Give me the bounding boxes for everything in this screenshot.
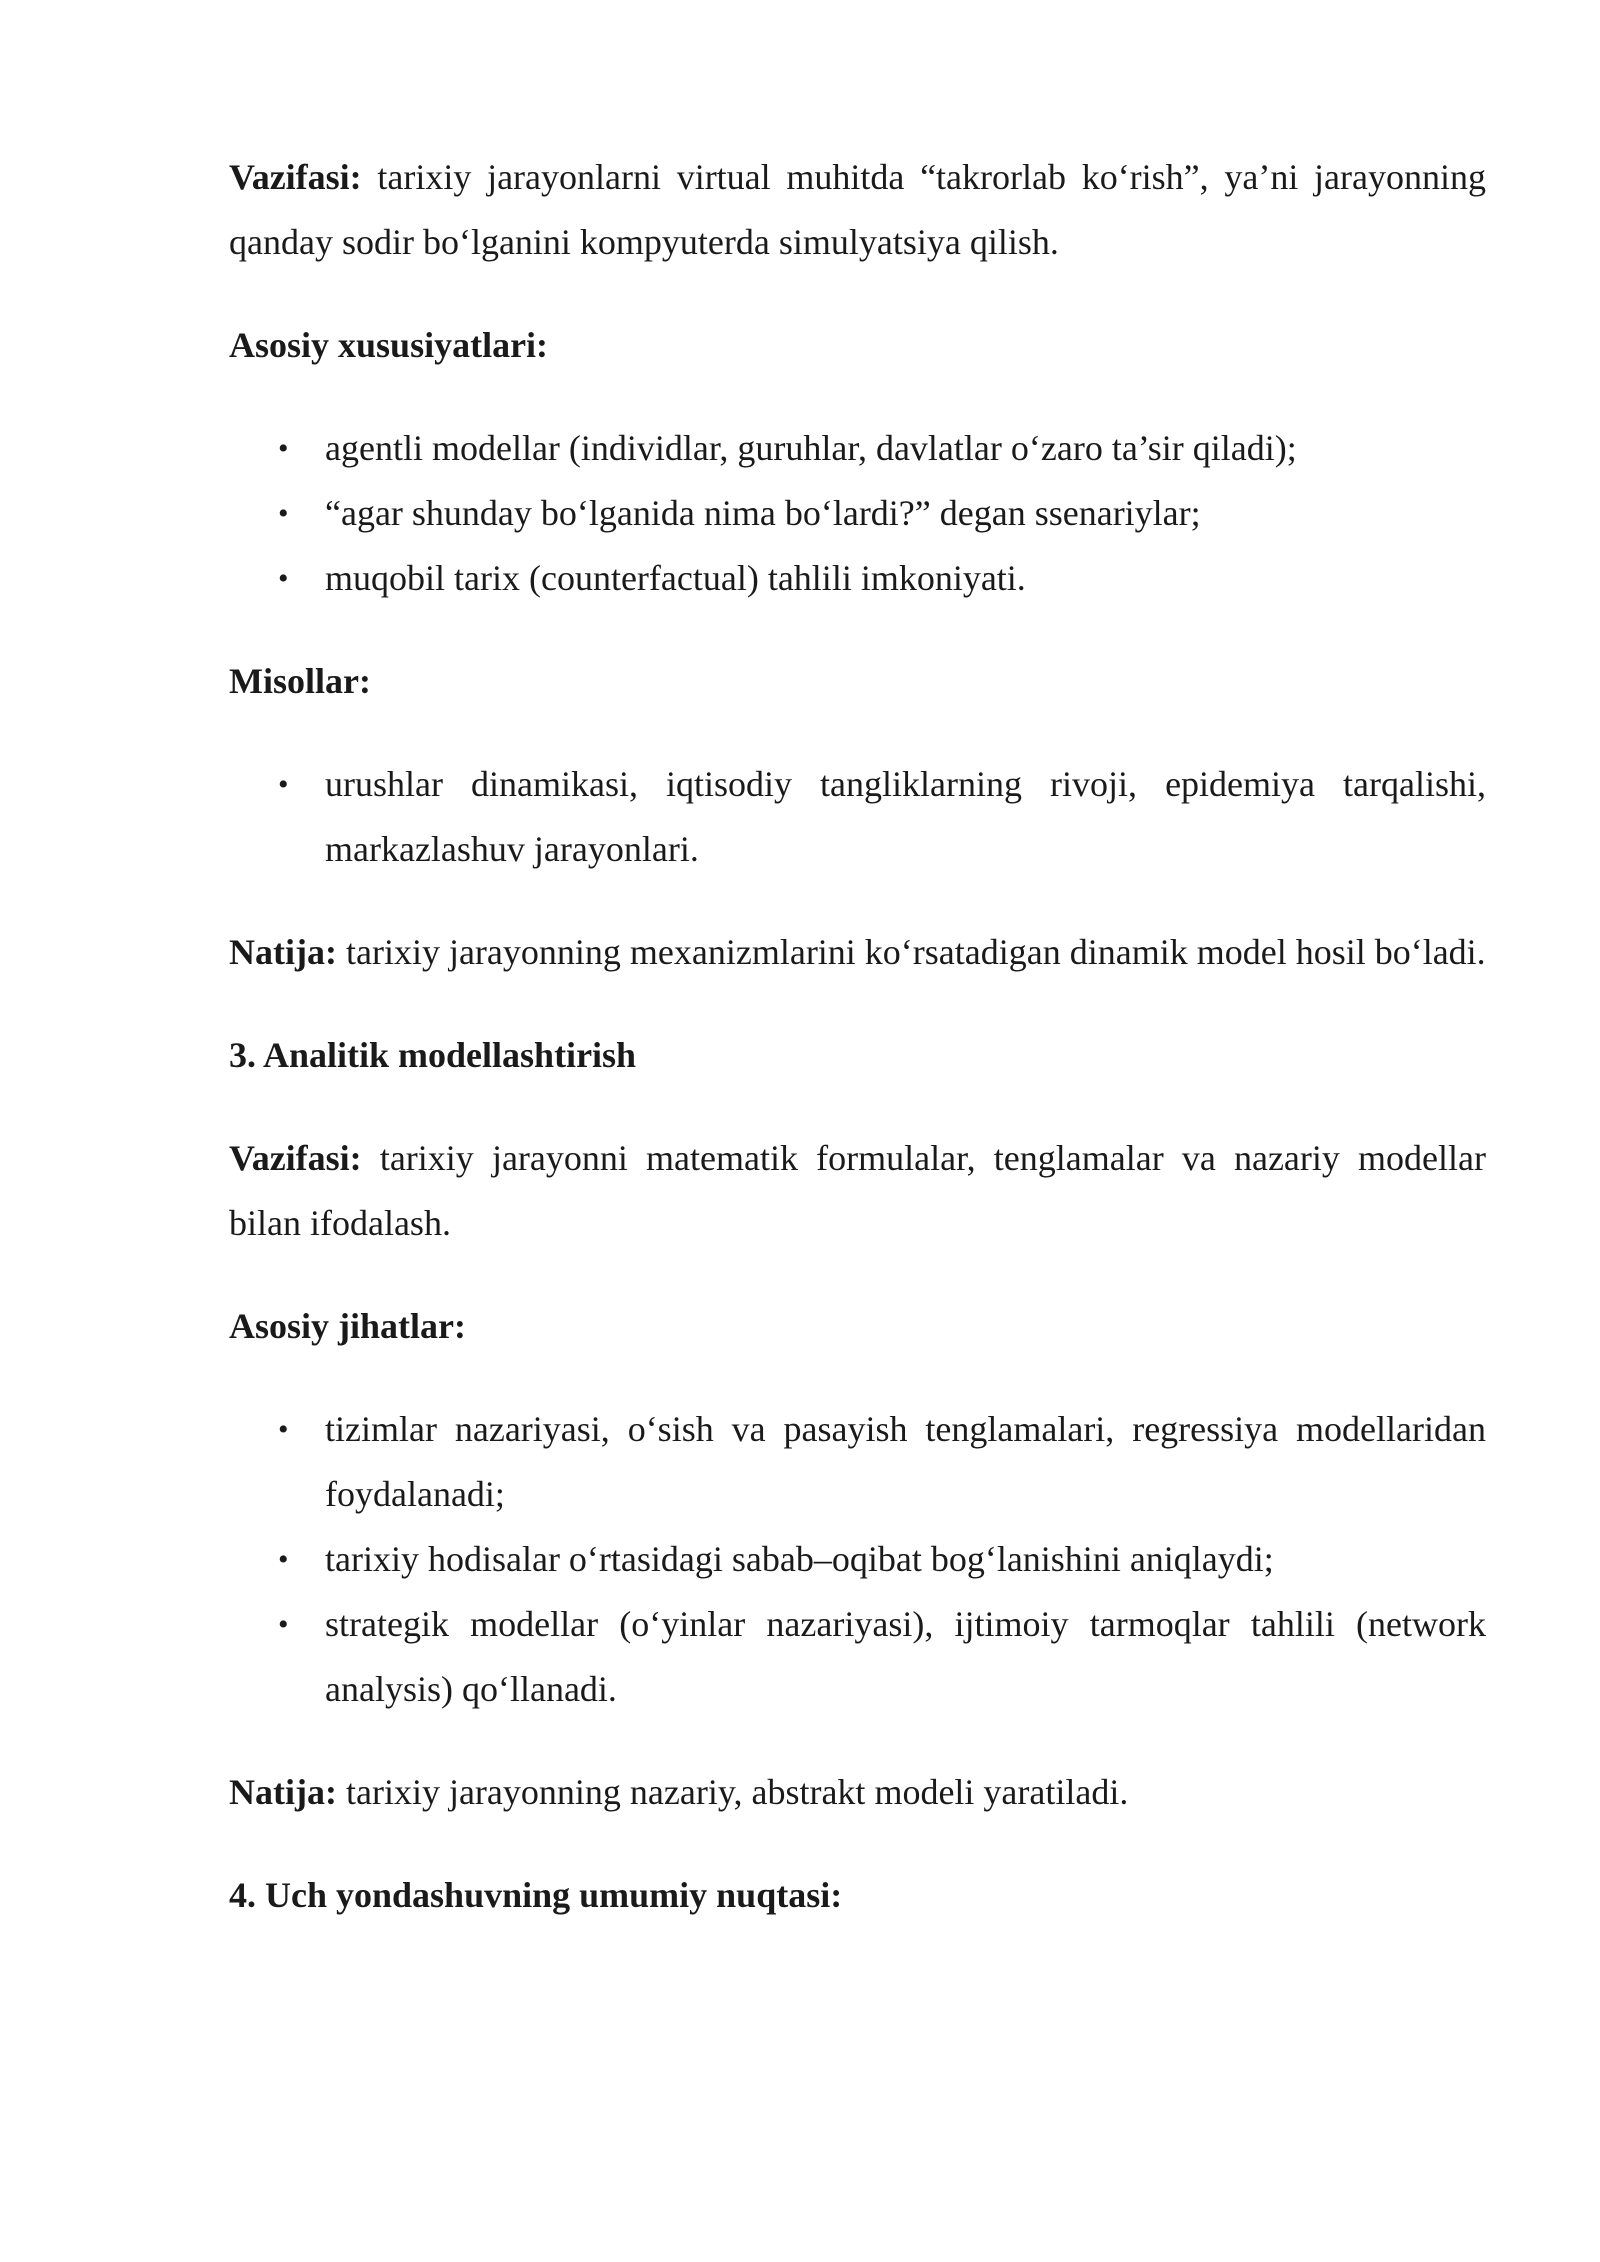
list-item [229, 481, 1486, 546]
task-label: Vazifasi: [229, 157, 362, 197]
list-item-text: muqobil tarix (counterfactual) tahlili imkoniyati. [325, 558, 1026, 598]
list-item [229, 416, 1486, 481]
features-list [229, 416, 1486, 611]
list-item [229, 1397, 1486, 1527]
list-item [229, 752, 1486, 882]
examples-list [229, 752, 1486, 882]
list-item [229, 546, 1486, 611]
bullet-icon: • [278, 1413, 289, 1446]
bullet-icon: • [278, 1608, 289, 1641]
document-page [229, 145, 1486, 1928]
features-heading: Asosiy xususiyatlari: [229, 325, 549, 365]
list-item-text: tizimlar nazariyasi, o‘sish va pasayish tenglamalari, regressiya modellaridan foydalanadi; [325, 1409, 1486, 1514]
list-item-text: strategik modellar (o‘yinlar nazariyasi), ijtimoiy tarmoqlar tahlili (network analysis) qo‘llanadi. [325, 1604, 1486, 1709]
bullet-icon: • [278, 497, 289, 530]
result-text: tarixiy jarayonning mexanizmlarini ko‘rsatadigan dinamik model hosil bo‘ladi. [336, 932, 1486, 972]
bullet-icon: • [278, 562, 289, 595]
list-item-text: “agar shunday bo‘lganida nima bo‘lardi?” degan ssenariylar; [325, 493, 1201, 533]
result-text: tarixiy jarayonning nazariy, abstrakt modeli yaratiladi. [336, 1772, 1129, 1812]
task-label: Vazifasi: [229, 1138, 362, 1178]
result-label: Natija: [229, 932, 337, 972]
list-item-text: urushlar dinamikasi, iqtisodiy tangliklarning rivoji, epidemiya tarqalishi, markazlashuv jarayonlari. [325, 764, 1486, 869]
examples-heading: Misollar: [229, 661, 371, 701]
section-heading-analytic: 3. Analitik modellashtirish [229, 1035, 637, 1075]
aspects-list [229, 1397, 1486, 1722]
list-item [229, 1527, 1486, 1592]
list-item-text: tarixiy hodisalar o‘rtasidagi sabab–oqibat bog‘lanishini aniqlaydi; [325, 1539, 1274, 1579]
result-paragraph-simulation [229, 920, 1486, 985]
task-paragraph-simulation [229, 145, 1486, 275]
task-paragraph-analytic [229, 1126, 1486, 1256]
result-label: Natija: [229, 1772, 337, 1812]
aspects-heading: Asosiy jihatlar: [229, 1306, 466, 1346]
bullet-icon: • [278, 768, 289, 801]
bullet-icon: • [278, 432, 289, 465]
list-item-text: agentli modellar (individlar, guruhlar, davlatlar o‘zaro ta’sir qiladi); [325, 428, 1297, 468]
list-item [229, 1592, 1486, 1722]
bullet-icon: • [278, 1543, 289, 1576]
result-paragraph-analytic [229, 1760, 1486, 1825]
task-text: tarixiy jarayonlarni virtual muhitda “takrorlab ko‘rish”, ya’ni jarayonning qanday sodir bo‘lganini kompyuterda simulyatsiya qilish. [229, 157, 1486, 262]
section-heading-common-point: 4. Uch yondashuvning umumiy nuqtasi: [229, 1875, 843, 1915]
task-text: tarixiy jarayonni matematik formulalar, tenglamalar va nazariy modellar bilan ifodalash. [229, 1138, 1486, 1243]
